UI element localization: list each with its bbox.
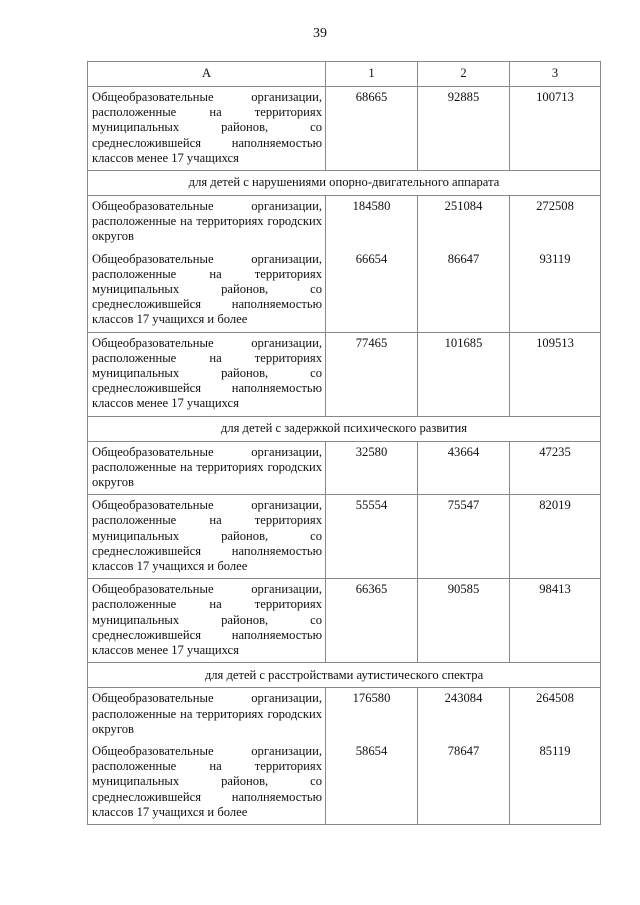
column-header-2: 2 [418,62,510,87]
row-description: Общеобразовательные организации, расположенные на территориях муниципальных районов, со среднесложившейся наполняемостью классов менее 17 учащихся [88,579,326,663]
page-number: 39 [313,26,327,41]
value-col-2: 78647 [418,741,510,825]
value-col-3: 272508 [510,196,601,249]
value-col-1: 184580 [326,196,418,249]
table-row [88,87,601,171]
value-col-3: 100713 [510,87,601,171]
column-header-3: 3 [510,62,601,87]
cost-table [87,61,601,825]
table-row [88,495,601,579]
section-header-row [88,171,601,196]
row-description: Общеобразовательные организации, расположенные на территориях муниципальных районов, со среднесложившейся наполняемостью классов 17 учащихся и более [88,741,326,825]
value-col-2: 251084 [418,196,510,249]
table-row [88,741,601,825]
section-title: для детей с расстройствами аутистического спектра [88,663,601,688]
value-col-3: 264508 [510,688,601,741]
value-col-2: 90585 [418,579,510,663]
table-row [88,196,601,249]
value-col-2: 101685 [418,332,510,416]
value-col-3: 85119 [510,741,601,825]
value-col-1: 66654 [326,249,418,333]
row-description: Общеобразовательные организации, расположенные на территориях городских округов [88,688,326,741]
value-col-1: 58654 [326,741,418,825]
value-col-1: 68665 [326,87,418,171]
table-row [88,249,601,333]
section-title: для детей с задержкой психического развития [88,416,601,441]
section-header-row [88,663,601,688]
row-description: Общеобразовательные организации, расположенные на территориях муниципальных районов, со среднесложившейся наполняемостью классов 17 учащихся и более [88,495,326,579]
column-header-1: 1 [326,62,418,87]
value-col-3: 47235 [510,441,601,495]
value-col-2: 43664 [418,441,510,495]
table-row [88,441,601,495]
value-col-3: 82019 [510,495,601,579]
table-header-row [88,62,601,87]
value-col-3: 98413 [510,579,601,663]
column-header-a: А [88,62,326,87]
value-col-1: 77465 [326,332,418,416]
table-row [88,688,601,741]
table-row [88,332,601,416]
row-description: Общеобразовательные организации, расположенные на территориях городских округов [88,441,326,495]
value-col-2: 92885 [418,87,510,171]
value-col-2: 86647 [418,249,510,333]
section-header-row [88,416,601,441]
row-description: Общеобразовательные организации, расположенные на территориях муниципальных районов, со среднесложившейся наполняемостью классов менее 17 учащихся [88,332,326,416]
row-description: Общеобразовательные организации, расположенные на территориях муниципальных районов, со среднесложившейся наполняемостью классов менее 17 учащихся [88,87,326,171]
value-col-2: 243084 [418,688,510,741]
section-title: для детей с нарушениями опорно-двигательного аппарата [88,171,601,196]
value-col-1: 55554 [326,495,418,579]
row-description: Общеобразовательные организации, расположенные на территориях муниципальных районов, со среднесложившейся наполняемостью классов 17 учащихся и более [88,249,326,333]
row-description: Общеобразовательные организации, расположенные на территориях городских округов [88,196,326,249]
value-col-3: 93119 [510,249,601,333]
table-body [88,87,601,825]
value-col-2: 75547 [418,495,510,579]
value-col-1: 32580 [326,441,418,495]
table-row [88,579,601,663]
value-col-1: 176580 [326,688,418,741]
value-col-1: 66365 [326,579,418,663]
value-col-3: 109513 [510,332,601,416]
